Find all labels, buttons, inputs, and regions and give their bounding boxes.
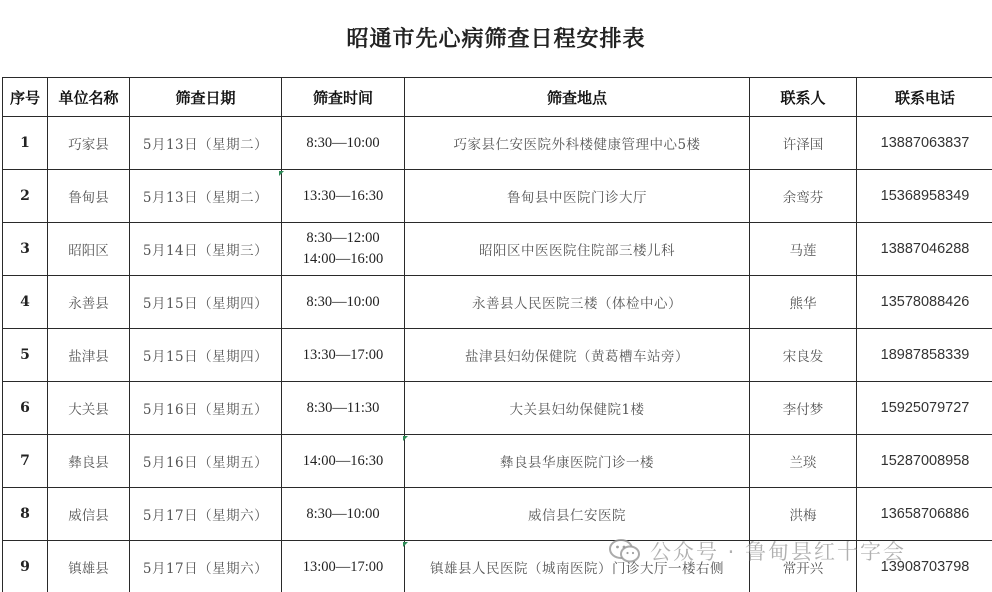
table-row xyxy=(3,382,992,435)
cell-time xyxy=(282,382,405,435)
cell-contact: 常开兴 xyxy=(750,541,857,592)
table-row xyxy=(3,329,992,382)
time-range: 8:30—10:00 xyxy=(306,134,380,151)
cell-location: 永善县人民医院三楼（体检中心） xyxy=(405,276,750,329)
cell-phone: 13908703798 xyxy=(857,541,992,592)
cell-location: 威信县仁安医院 xyxy=(405,488,750,541)
cell-no: 2 xyxy=(3,170,48,223)
cell-contact: 宋良发 xyxy=(750,329,857,382)
cell-phone: 15368958349 xyxy=(857,170,992,223)
cell-phone: 13887063837 xyxy=(857,117,992,170)
cell-unit: 威信县 xyxy=(48,488,130,541)
cell-date: 5月17日（星期六） xyxy=(130,488,282,541)
cell-location: 昭阳区中医医院住院部三楼儿科 xyxy=(405,223,750,276)
header-location: 筛查地点 xyxy=(405,78,750,117)
cell-phone: 15287008958 xyxy=(857,435,992,488)
cell-contact: 兰琰 xyxy=(750,435,857,488)
table-body xyxy=(3,117,992,592)
cell-location: 大关县妇幼保健院1楼 xyxy=(405,382,750,435)
cell-location: 巧家县仁安医院外科楼健康管理中心5楼 xyxy=(405,117,750,170)
time-range: 13:30—17:00 xyxy=(302,346,384,363)
cell-phone: 18987858339 xyxy=(857,329,992,382)
cell-unit: 永善县 xyxy=(48,276,130,329)
cell-no: 9 xyxy=(3,541,48,592)
cell-unit: 盐津县 xyxy=(48,329,130,382)
cell-contact: 李付梦 xyxy=(750,382,857,435)
cell-date: 5月17日（星期六） xyxy=(130,541,282,592)
cell-phone: 13887046288 xyxy=(857,223,992,276)
time-range: 14:00—16:30 xyxy=(302,452,384,469)
page-title: 昭通市先心病筛查日程安排表 xyxy=(346,26,646,52)
table-header-row xyxy=(3,78,992,117)
cell-time xyxy=(282,541,405,592)
cell-location: 彝良县华康医院门诊一楼 xyxy=(405,435,750,488)
cell-date: 5月13日（星期二） xyxy=(130,170,282,223)
cell-date: 5月13日（星期二） xyxy=(130,117,282,170)
cell-location: 盐津县妇幼保健院（黄葛槽车站旁） xyxy=(405,329,750,382)
table-row xyxy=(3,223,992,276)
cell-contact: 余鸾芬 xyxy=(750,170,857,223)
header-time: 筛查时间 xyxy=(282,78,405,117)
cell-location: 鲁甸县中医院门诊大厅 xyxy=(405,170,750,223)
cell-time xyxy=(282,435,405,488)
cell-date: 5月14日（星期三） xyxy=(130,223,282,276)
cell-phone: 15925079727 xyxy=(857,382,992,435)
cell-date: 5月15日（星期四） xyxy=(130,276,282,329)
header-no: 序号 xyxy=(3,78,48,117)
table-row xyxy=(3,435,992,488)
cell-no: 3 xyxy=(3,223,48,276)
cell-location: 镇雄县人民医院（城南医院）门诊大厅一楼右侧 xyxy=(405,541,750,592)
time-range: 13:00—17:00 xyxy=(302,558,384,575)
table-row xyxy=(3,170,992,223)
cell-contact: 熊华 xyxy=(750,276,857,329)
cell-contact: 许泽国 xyxy=(750,117,857,170)
watermark-text: 公众号 · 鲁甸县红十字会 xyxy=(650,540,907,564)
time-range: 8:30—11:30 xyxy=(306,399,380,416)
cell-corner-mark xyxy=(403,436,408,441)
table-row xyxy=(3,117,992,170)
table-row xyxy=(3,541,992,592)
cell-contact: 洪梅 xyxy=(750,488,857,541)
cell-unit: 鲁甸县 xyxy=(48,170,130,223)
cell-phone: 13658706886 xyxy=(857,488,992,541)
table-row xyxy=(3,488,992,541)
cell-time xyxy=(282,329,405,382)
time-range: 14:00—16:00 xyxy=(302,251,384,267)
cell-time xyxy=(282,223,405,276)
cell-contact: 马莲 xyxy=(750,223,857,276)
cell-no: 7 xyxy=(3,435,48,488)
cell-time xyxy=(282,170,405,223)
time-range: 8:30—10:00 xyxy=(306,505,380,522)
cell-unit: 彝良县 xyxy=(48,435,130,488)
cell-no: 5 xyxy=(3,329,48,382)
header-contact: 联系人 xyxy=(750,78,857,117)
cell-time xyxy=(282,117,405,170)
cell-unit: 巧家县 xyxy=(48,117,130,170)
time-range: 8:30—10:00 xyxy=(306,293,380,310)
table-row xyxy=(3,276,992,329)
time-range: 13:30—16:30 xyxy=(302,187,384,204)
cell-unit: 镇雄县 xyxy=(48,541,130,592)
cell-unit: 大关县 xyxy=(48,382,130,435)
cell-date: 5月16日（星期五） xyxy=(130,435,282,488)
cell-date: 5月16日（星期五） xyxy=(130,382,282,435)
cell-corner-mark xyxy=(279,171,284,176)
cell-phone: 13578088426 xyxy=(857,276,992,329)
cell-unit: 昭阳区 xyxy=(48,223,130,276)
header-phone: 联系电话 xyxy=(857,78,992,117)
schedule-table xyxy=(2,77,992,592)
cell-no: 1 xyxy=(3,117,48,170)
time-range: 8:30—12:00 xyxy=(306,230,380,246)
cell-no: 6 xyxy=(3,382,48,435)
cell-no: 8 xyxy=(3,488,48,541)
cell-date: 5月15日（星期四） xyxy=(130,329,282,382)
cell-time xyxy=(282,276,405,329)
cell-corner-mark xyxy=(403,542,408,547)
header-date: 筛查日期 xyxy=(130,78,282,117)
header-unit: 单位名称 xyxy=(48,78,130,117)
cell-time xyxy=(282,488,405,541)
cell-no: 4 xyxy=(3,276,48,329)
